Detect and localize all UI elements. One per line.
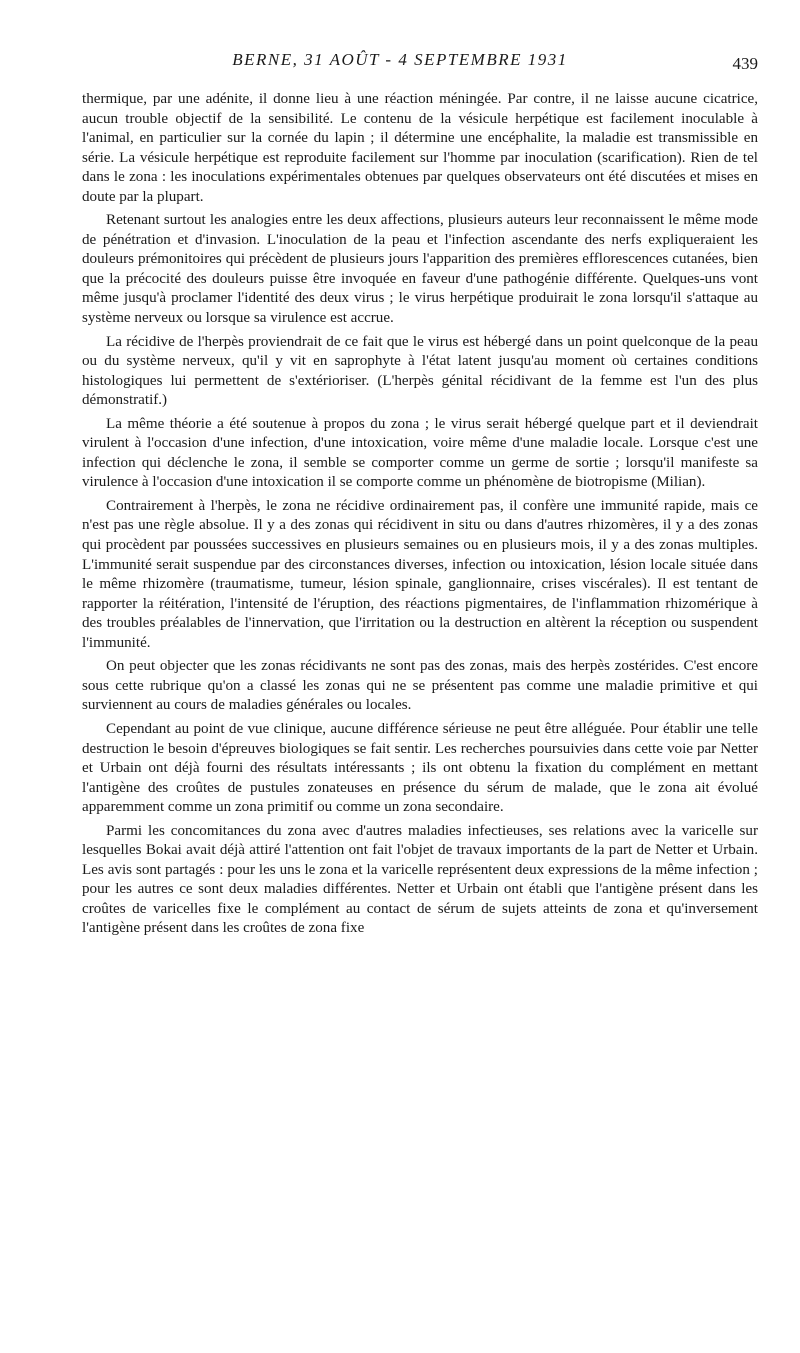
paragraph: Parmi les concomitances du zona avec d'autres maladies infectieuses, ses relations avec la varicelle sur lesquelles Bokai avait déjà attiré l'attention ont fait l'objet de travaux importants de la part de Netter et Urbain. Les avis sont partagés : pour les uns le zona et la varicelle représentent deux expressions de la même infection ; pour les autres ce sont deux maladies différentes. Netter et Urbain ont établi que l'antigène présent dans les croûtes de varicelles fixe le complément au contact de sérum de sujets atteints de zona et qu'inversement l'antigène présent dans les croûtes de zona fixe [82, 822, 758, 937]
body-text [82, 90, 758, 939]
paragraph: On peut objecter que les zonas récidivants ne sont pas des zonas, mais des herpès zostérides. C'est encore sous cette rubrique qu'on a classé les zonas qui ne se présentent pas comme une maladie primitive et qui surviennent au cours de maladies générales ou locales. [82, 658, 758, 714]
page-number: 439 [732, 54, 758, 73]
paragraph: La récidive de l'herpès proviendrait de ce fait que le virus est hébergé dans un point quelconque de la peau ou du système nerveux, qu'il y vit en saprophyte à l'état latent jusqu'au moment où certaines conditions histologiques lui permettent de s'extérioriser. (L'herpès génital récidivant de la femme est l'un des plus démonstratif.) [82, 333, 758, 409]
paragraph: Retenant surtout les analogies entre les deux affections, plusieurs auteurs leur reconnaissent le même mode de pénétration et d'invasion. L'inoculation de la peau et l'infection ascendante des nerfs expliqueraient les douleurs prémonitoires qui précèdent de plusieurs jours l'apparition des premières efflorescences cutanées, bien que la précocité des douleurs puisse être invoquée en faveur d'une pathogénie différente. Quelques-uns vont même jusqu'à proclamer l'identité des deux virus ; le virus herpétique produirait le zona lorsqu'il s'attaque au système nerveux ou lorsque sa virulence est accrue. [82, 212, 758, 327]
paragraph: Cependant au point de vue clinique, aucune différence sérieuse ne peut être alléguée. Pour établir une telle destruction le besoin d'épreuves biologiques se fait sentir. Les recherches poursuivies dans cette voie par Netter et Urbain ont déjà fourni des résultats intéressants ; ils ont obtenu la fixation du complément en mettant l'antigène des croûtes de pustules zonateuses en présence du sérum de malade, que le zona ait évolué apparemment comme un zona primitif ou comme un zona secondaire. [82, 720, 758, 816]
running-head: BERNE, 31 AOÛT - 4 SEPTEMBRE 1931 [232, 50, 568, 69]
paragraph: Contrairement à l'herpès, le zona ne récidive ordinairement pas, il confère une immunité rapide, mais ce n'est pas une règle absolue. Il y a des zonas qui récidivent in situ ou dans d'autres rhizomères, il y a des zonas qui procèdent par poussées successives en plusieurs semaines ou en plusieurs mois, il y a des zonas multiples. L'immunité serait suspendue par des circonstances diverses, infection ou intoxication, lésion locale située dans le même rhizomère (traumatisme, tumeur, lésion spinale, ganglionnaire, crises viscérales). Il est tentant de rapporter la réitération, l'intensité de l'éruption, des réactions pigmentaires, de l'inflammation rhizomérique à des troubles préalables de l'innervation, que l'irritation ou la destruction en altèrent la réception ou suspendent l'immunité. [82, 497, 758, 651]
page-header [82, 50, 758, 84]
paragraph: thermique, par une adénite, il donne lieu à une réaction méningée. Par contre, il ne laisse aucune cicatrice, aucun trouble objectif de la sensibilité. Le contenu de la vésicule herpétique est facilement inoculable à l'animal, en particulier sur la cornée du lapin ; il détermine une encéphalite, la maladie est transmissible en série. La vésicule herpétique est reproduite facilement sur l'homme par inoculation (scarification). Rien de tel dans le zona : les inoculations expérimentales obtenues par quelques observateurs ont été discutées et mises en doute par la plupart. [82, 91, 758, 205]
paragraph: La même théorie a été soutenue à propos du zona ; le virus serait hébergé quelque part et il deviendrait virulent à l'occasion d'une infection, d'une intoxication, voire même d'une maladie locale. Lorsque c'est une infection qui déclenche le zona, il semble se comporter comme un germe de sortie ; lorsqu'il manifeste sa virulence à l'occasion d'une intoxication il se comporte comme un phénomène de biotropisme (Milian). [82, 415, 758, 491]
